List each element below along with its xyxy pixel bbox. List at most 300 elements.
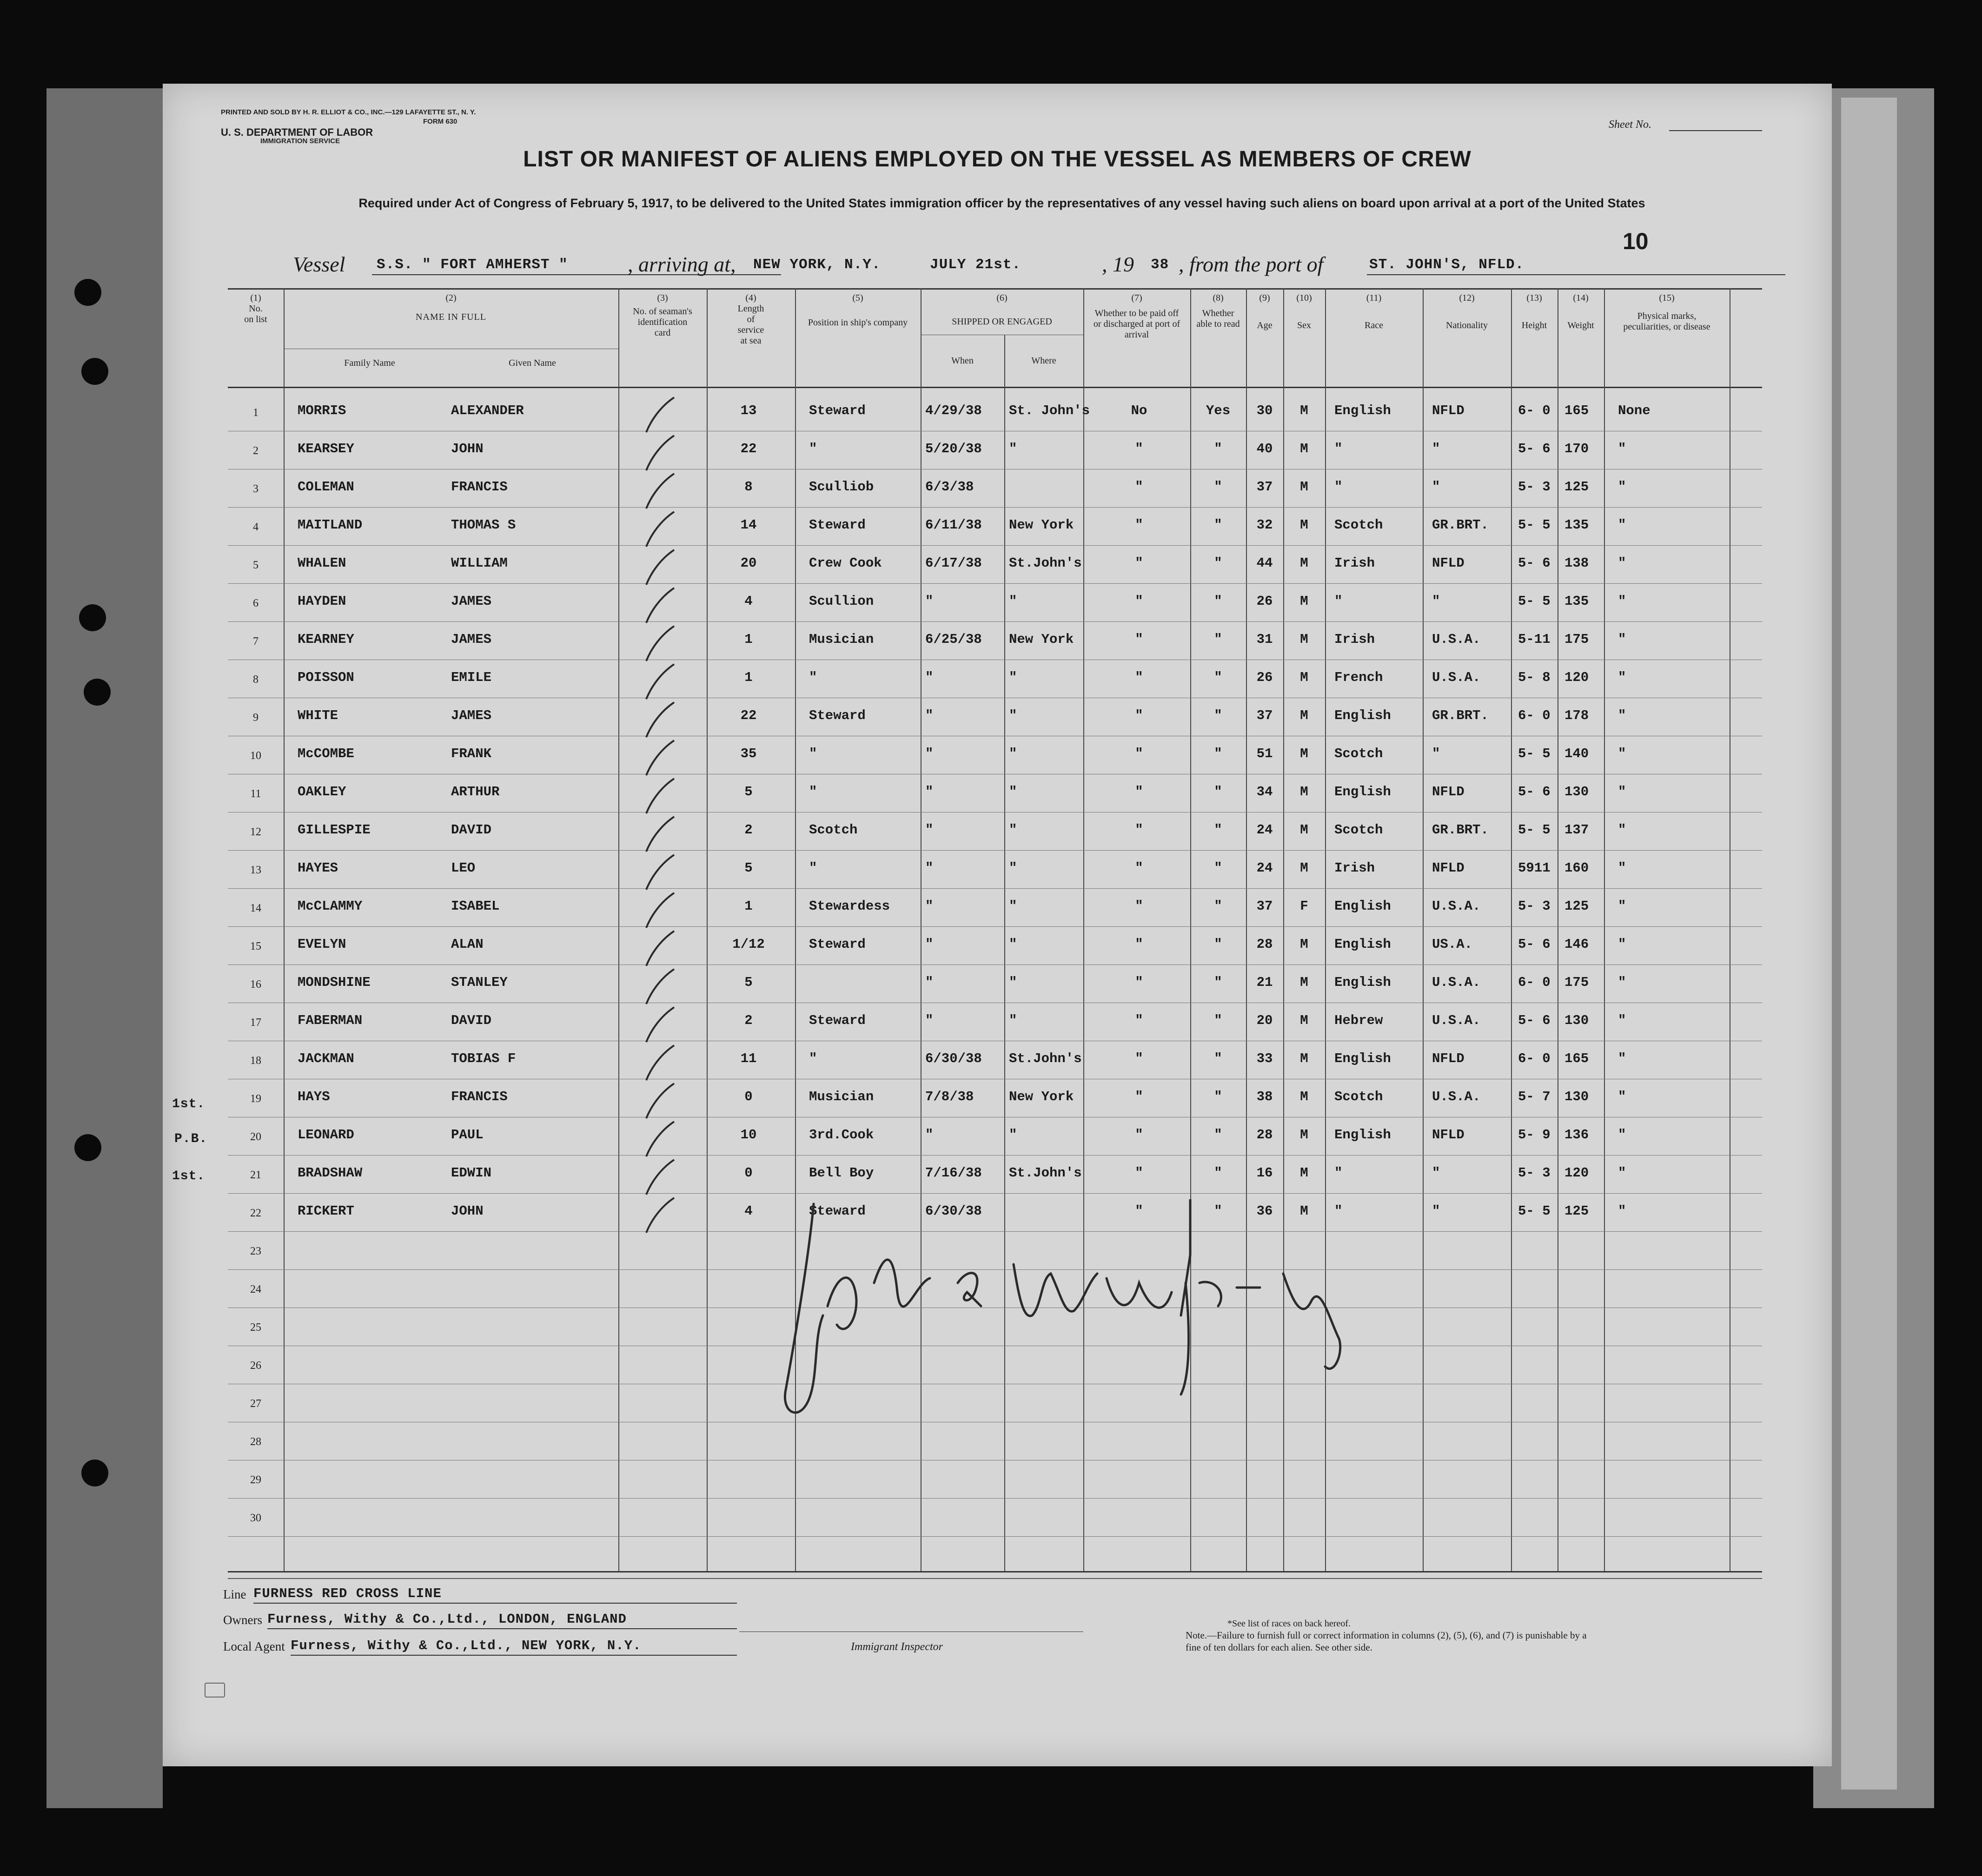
cell-paid: " (1135, 898, 1143, 914)
cell-age: 37 (1256, 898, 1273, 914)
cell-marks: " (1618, 784, 1626, 799)
cell-service: 5 (744, 975, 753, 990)
cell-age: 37 (1256, 708, 1273, 723)
cell-age: 28 (1256, 937, 1273, 952)
cell-family: KEARNEY (298, 632, 354, 647)
cell-race: Scotch (1334, 1089, 1383, 1104)
cell-sex: M (1300, 1165, 1308, 1181)
cell-nationality: U.S.A. (1432, 1089, 1481, 1104)
cell-race: " (1334, 1165, 1343, 1181)
cell-age: 51 (1256, 746, 1273, 761)
cell-sex: M (1300, 708, 1308, 723)
checkmark-icon (637, 812, 693, 854)
binding-hole (81, 358, 108, 385)
cell-when: " (925, 1013, 934, 1028)
cell-race: English (1334, 708, 1391, 723)
cell-read: " (1214, 555, 1222, 571)
cell-when: 7/8/38 (925, 1089, 974, 1104)
cell-read: Yes (1206, 403, 1231, 418)
cell-when: 6/30/38 (925, 1051, 982, 1066)
from-label: , from the port of (1179, 252, 1324, 276)
cell-sex: M (1300, 822, 1308, 838)
col11-number: (11) (1366, 293, 1382, 303)
cell-position: Steward (809, 1203, 866, 1219)
checkmark-icon (637, 1117, 693, 1159)
cell-age: 21 (1256, 975, 1273, 990)
cell-nationality: NFLD (1432, 403, 1465, 418)
cell-age: 31 (1256, 632, 1273, 647)
row-rule (228, 1536, 1762, 1537)
cell-sex: F (1300, 898, 1308, 914)
cell-given: DAVID (451, 822, 492, 838)
cell-read: " (1214, 1013, 1222, 1028)
cell-service: 4 (744, 1203, 753, 1219)
cell-nationality: US.A. (1432, 937, 1473, 952)
cell-weight: 120 (1564, 670, 1589, 685)
cell-given: THOMAS S (451, 517, 516, 533)
cell-paid: " (1135, 441, 1143, 456)
cell-nationality: U.S.A. (1432, 975, 1481, 990)
col4-header: Length of service at sea (737, 304, 764, 346)
cell-paid: " (1135, 1203, 1143, 1219)
cell-read: " (1214, 860, 1222, 876)
cell-marks: " (1618, 1089, 1626, 1104)
cell-nationality: NFLD (1432, 860, 1465, 876)
printer-seal-icon (205, 1683, 225, 1698)
cell-age: 24 (1256, 822, 1273, 838)
cell-given: FRANK (451, 746, 492, 761)
col1-header: No. on list (244, 304, 267, 324)
cell-where: New York (1009, 517, 1074, 533)
cell-sex: M (1300, 479, 1308, 495)
cell-height: 5- 8 (1518, 670, 1551, 685)
cell-marks: " (1618, 975, 1626, 990)
cell-paid: No (1131, 403, 1147, 418)
col5-number: (5) (852, 293, 863, 303)
cell-given: JOHN (451, 1203, 484, 1219)
col13-header: Height (1521, 320, 1547, 330)
cell-read: " (1214, 517, 1222, 533)
cell-family: JACKMAN (298, 1051, 354, 1066)
row-number: 8 (253, 674, 259, 686)
binding-hole (74, 1134, 101, 1161)
cell-when: " (925, 937, 934, 952)
scan-left-edge (46, 88, 163, 1808)
row-number: 17 (250, 1017, 261, 1029)
cell-nationality: U.S.A. (1432, 632, 1481, 647)
cell-service: 10 (740, 1127, 757, 1143)
cell-where: " (1009, 975, 1017, 990)
cell-position: " (809, 784, 817, 799)
cell-height: 5- 7 (1518, 1089, 1551, 1104)
cell-sex: M (1300, 594, 1308, 609)
cell-position: Crew Cook (809, 555, 882, 571)
cell-given: JOHN (451, 441, 484, 456)
cell-age: 16 (1256, 1165, 1273, 1181)
binding-hole (79, 604, 106, 631)
cell-family: HAYES (298, 860, 338, 876)
cell-position: Scullion (809, 594, 874, 609)
cell-weight: 130 (1564, 784, 1589, 799)
binding-hole (81, 1460, 108, 1486)
cell-weight: 165 (1564, 1051, 1589, 1066)
cell-position: Bell Boy (809, 1165, 874, 1181)
arrival-year: 38 (1151, 257, 1169, 273)
cell-paid: " (1135, 1165, 1143, 1181)
cell-paid: " (1135, 1089, 1143, 1104)
col10-header: Sex (1297, 320, 1311, 330)
cell-when: " (925, 975, 934, 990)
cell-age: 44 (1256, 555, 1273, 571)
cell-where: " (1009, 746, 1017, 761)
cell-race: English (1334, 937, 1391, 952)
row-number: 6 (253, 597, 259, 609)
header-bottom-rule (228, 387, 1762, 388)
checkmark-icon (637, 431, 693, 473)
cell-position: Musician (809, 632, 874, 647)
agent-value: Furness, Withy & Co.,Ltd., NEW YORK, N.Y. (291, 1638, 642, 1653)
checkmark-icon (637, 1155, 693, 1197)
row-number: 25 (250, 1321, 261, 1334)
cell-sex: M (1300, 1013, 1308, 1028)
row-number: 21 (250, 1169, 261, 1181)
cell-marks: " (1618, 555, 1626, 571)
cell-weight: 125 (1564, 1203, 1589, 1219)
cell-read: " (1214, 784, 1222, 799)
cell-paid: " (1135, 555, 1143, 571)
cell-nationality: NFLD (1432, 1051, 1465, 1066)
cell-height: 6- 0 (1518, 708, 1551, 723)
cell-position: " (809, 1051, 817, 1066)
cell-weight: 165 (1564, 403, 1589, 418)
cell-when: " (925, 784, 934, 799)
row-rule (228, 621, 1762, 622)
cell-weight: 135 (1564, 517, 1589, 533)
cell-race: Irish (1334, 860, 1375, 876)
row-number: 5 (253, 559, 259, 571)
cell-given: EMILE (451, 670, 492, 685)
row-number: 7 (253, 635, 259, 647)
cell-paid: " (1135, 1051, 1143, 1066)
margin-note: 1st. (172, 1097, 205, 1111)
cell-height: 5-11 (1518, 632, 1551, 647)
cell-weight: 175 (1564, 975, 1589, 990)
row-rule (228, 1193, 1762, 1194)
inspector-label: Immigrant Inspector (851, 1641, 943, 1653)
checkmark-icon (637, 1193, 693, 1235)
cell-paid: " (1135, 517, 1143, 533)
col2-header: NAME IN FULL (416, 312, 486, 322)
cell-age: 37 (1256, 479, 1273, 495)
row-rule (228, 888, 1762, 889)
cell-paid: " (1135, 632, 1143, 647)
cell-marks: " (1618, 822, 1626, 838)
col5-header: Position in ship's company (808, 317, 908, 328)
cell-family: KEARSEY (298, 441, 354, 456)
cell-race: " (1334, 441, 1343, 456)
cell-given: JAMES (451, 708, 492, 723)
col2a-header: Family Name (344, 358, 395, 368)
cell-when: 6/17/38 (925, 555, 982, 571)
cell-service: 1 (744, 632, 753, 647)
row-number: 18 (250, 1055, 261, 1067)
cell-height: 5- 5 (1518, 822, 1551, 838)
cell-service: 1 (744, 898, 753, 914)
sheet-number-line (1669, 130, 1762, 131)
cell-marks: " (1618, 1165, 1626, 1181)
cell-race: Hebrew (1334, 1013, 1383, 1028)
cell-service: 20 (740, 555, 757, 571)
cell-marks: None (1618, 403, 1651, 418)
cell-given: JAMES (451, 632, 492, 647)
cell-race: English (1334, 898, 1391, 914)
binding-hole (74, 279, 101, 306)
cell-nationality: GR.BRT. (1432, 708, 1489, 723)
cell-height: 5- 9 (1518, 1127, 1551, 1143)
cell-family: McCOMBE (298, 746, 354, 761)
page-title: LIST OR MANIFEST OF ALIENS EMPLOYED ON THE VESSEL AS MEMBERS OF CREW (523, 147, 1472, 172)
cell-family: HAYDEN (298, 594, 346, 609)
cell-nationality: " (1432, 594, 1440, 609)
row-number: 11 (250, 788, 261, 800)
cell-where: " (1009, 860, 1017, 876)
col-rule (1604, 288, 1605, 1571)
cell-paid: " (1135, 708, 1143, 723)
cell-when: " (925, 860, 934, 876)
cell-sex: M (1300, 441, 1308, 456)
cell-position: Steward (809, 403, 866, 418)
cell-read: " (1214, 632, 1222, 647)
cell-position: 3rd.Cook (809, 1127, 874, 1143)
row-number: 26 (250, 1360, 261, 1372)
row-rule (228, 545, 1762, 546)
col15-number: (15) (1659, 293, 1675, 303)
row-rule (228, 850, 1762, 851)
row-number: 30 (250, 1512, 261, 1524)
vessel-name: S.S. " FORT AMHERST " (377, 257, 568, 273)
cell-height: 5- 6 (1518, 441, 1551, 456)
row-number: 19 (250, 1093, 261, 1105)
col14-number: (14) (1573, 293, 1589, 303)
row-number: 24 (250, 1283, 261, 1295)
cell-age: 26 (1256, 670, 1273, 685)
cell-position: Steward (809, 937, 866, 952)
cell-service: 1/12 (732, 937, 765, 952)
row-number: 1 (253, 407, 259, 419)
arriving-label: , arriving at, (628, 252, 736, 276)
cell-position: Stewardess (809, 898, 890, 914)
cell-where: " (1009, 937, 1017, 952)
cell-read: " (1214, 822, 1222, 838)
col-rule (618, 288, 619, 1571)
agent-underline (291, 1655, 737, 1656)
cell-where: " (1009, 708, 1017, 723)
cell-sex: M (1300, 746, 1308, 761)
col9-header: Age (1257, 320, 1273, 330)
cell-weight: 178 (1564, 708, 1589, 723)
cell-nationality: " (1432, 479, 1440, 495)
cell-marks: " (1618, 1013, 1626, 1028)
cell-weight: 140 (1564, 746, 1589, 761)
checkmark-icon (637, 545, 693, 587)
cell-marks: " (1618, 479, 1626, 495)
cell-height: 6- 0 (1518, 1051, 1551, 1066)
from-port: ST. JOHN'S, NFLD. (1369, 257, 1525, 273)
col6b-header: Where (1031, 356, 1056, 366)
cell-paid: " (1135, 670, 1143, 685)
cell-where: St.John's (1009, 555, 1082, 571)
cell-height: 5911 (1518, 860, 1551, 876)
cell-where: " (1009, 822, 1017, 838)
col3-number: (3) (657, 293, 668, 303)
cell-where: " (1009, 784, 1017, 799)
row-number: 9 (253, 712, 259, 724)
cell-where: " (1009, 898, 1017, 914)
cell-family: COLEMAN (298, 479, 354, 495)
cell-weight: 137 (1564, 822, 1589, 838)
cell-race: " (1334, 594, 1343, 609)
cell-sex: M (1300, 860, 1308, 876)
cell-weight: 175 (1564, 632, 1589, 647)
penalty-note: Note.—Failure to furnish full or correct information in columns (2), (5), (6), and (7) is punishable by a fine of ten dollars for each alien. See other side. (1186, 1630, 1587, 1653)
cell-weight: 170 (1564, 441, 1589, 456)
cell-race: " (1334, 1203, 1343, 1219)
cell-nationality: " (1432, 1165, 1440, 1181)
row-number: 2 (253, 445, 259, 457)
cell-nationality: " (1432, 746, 1440, 761)
cell-service: 11 (740, 1051, 757, 1066)
arrival-port: NEW YORK, N.Y. (753, 257, 881, 273)
owners-underline (267, 1628, 737, 1629)
binding-hole (84, 679, 111, 706)
cell-when: " (925, 670, 934, 685)
cell-where: " (1009, 594, 1017, 609)
cell-family: GILLESPIE (298, 822, 371, 838)
col2b-header: Given Name (509, 358, 556, 368)
col7-number: (7) (1131, 293, 1142, 303)
page-number: 10 (1623, 228, 1649, 254)
row-rule (228, 583, 1762, 584)
margin-note: P.B. (174, 1132, 208, 1146)
arrival-date: JULY 21st. (930, 257, 1021, 273)
cell-when: " (925, 822, 934, 838)
cell-service: 5 (744, 784, 753, 799)
cell-given: TOBIAS F (451, 1051, 516, 1066)
cell-where: St.John's (1009, 1051, 1082, 1066)
cell-marks: " (1618, 594, 1626, 609)
row-number: 10 (250, 750, 261, 762)
cell-service: 2 (744, 1013, 753, 1028)
cell-when: 7/16/38 (925, 1165, 982, 1181)
cell-given: ARTHUR (451, 784, 500, 799)
cell-family: EVELYN (298, 937, 346, 952)
col9-number: (9) (1259, 293, 1270, 303)
cell-sex: M (1300, 1051, 1308, 1066)
cell-service: 0 (744, 1089, 753, 1104)
cell-read: " (1214, 708, 1222, 723)
cell-position: Musician (809, 1089, 874, 1104)
cell-service: 35 (740, 746, 757, 761)
cell-family: BRADSHAW (298, 1165, 363, 1181)
col2-number: (2) (445, 293, 457, 303)
cell-age: 28 (1256, 1127, 1273, 1143)
cell-marks: " (1618, 937, 1626, 952)
checkmark-icon (637, 736, 693, 778)
cell-height: 5- 5 (1518, 746, 1551, 761)
cell-height: 6- 0 (1518, 403, 1551, 418)
col10-number: (10) (1296, 293, 1312, 303)
cell-weight: 125 (1564, 898, 1589, 914)
cell-service: 14 (740, 517, 757, 533)
manifest-page (163, 84, 1832, 1766)
cell-weight: 120 (1564, 1165, 1589, 1181)
checkmark-icon (637, 507, 693, 549)
cell-race: Irish (1334, 632, 1375, 647)
checkmark-icon (637, 660, 693, 701)
col14-header: Weight (1567, 320, 1594, 330)
row-number: 3 (253, 483, 259, 495)
cell-marks: " (1618, 898, 1626, 914)
cell-age: 33 (1256, 1051, 1273, 1066)
cell-height: 5- 5 (1518, 1203, 1551, 1219)
year-prefix: , 19 (1102, 252, 1134, 276)
cell-read: " (1214, 441, 1222, 456)
cell-race: English (1334, 403, 1391, 418)
cell-weight: 146 (1564, 937, 1589, 952)
cell-race: Irish (1334, 555, 1375, 571)
service: IMMIGRATION SERVICE (260, 137, 340, 145)
from-port-line (1367, 274, 1785, 275)
row-number: 20 (250, 1131, 261, 1143)
cell-height: 5- 3 (1518, 479, 1551, 495)
cell-age: 32 (1256, 517, 1273, 533)
row-rule (228, 1155, 1762, 1156)
printer-line: PRINTED AND SOLD BY H. R. ELLIOT & CO., INC.—129 LAFAYETTE ST., N. Y. (221, 108, 476, 116)
cell-paid: " (1135, 1013, 1143, 1028)
cell-given: JAMES (451, 594, 492, 609)
page-subtitle: Required under Act of Congress of February 5, 1917, to be delivered to the United States immigration officer by the representatives of any vessel having such aliens on board upon arrival at a port of the United States (358, 196, 1645, 210)
cell-height: 5- 3 (1518, 1165, 1551, 1181)
row-rule (228, 507, 1762, 508)
cell-service: 2 (744, 822, 753, 838)
col12-header: Nationality (1446, 320, 1488, 330)
cell-marks: " (1618, 1051, 1626, 1066)
cell-sex: M (1300, 784, 1308, 799)
races-note: *See list of races on back hereof. (1227, 1618, 1351, 1629)
cell-position: Steward (809, 1013, 866, 1028)
cell-where: St. John's (1009, 403, 1090, 418)
cell-family: WHITE (298, 708, 338, 723)
cell-given: ALAN (451, 937, 484, 952)
table-bottom-rule (228, 1571, 1762, 1572)
row-number: 29 (250, 1474, 261, 1486)
cell-nationality: U.S.A. (1432, 1013, 1481, 1028)
scan-right-edge-inner (1841, 98, 1897, 1790)
row-rule (228, 926, 1762, 927)
cell-height: 5- 5 (1518, 594, 1551, 609)
cell-when: " (925, 898, 934, 914)
cell-service: 1 (744, 670, 753, 685)
col8-header: Whether able to read (1196, 308, 1240, 329)
cell-service: 4 (744, 594, 753, 609)
cell-sex: M (1300, 1127, 1308, 1143)
table-top-rule (228, 288, 1762, 290)
checkmark-icon (637, 698, 693, 740)
checkmark-icon (637, 469, 693, 511)
cell-paid: " (1135, 594, 1143, 609)
cell-read: " (1214, 1051, 1222, 1066)
cell-race: English (1334, 975, 1391, 990)
